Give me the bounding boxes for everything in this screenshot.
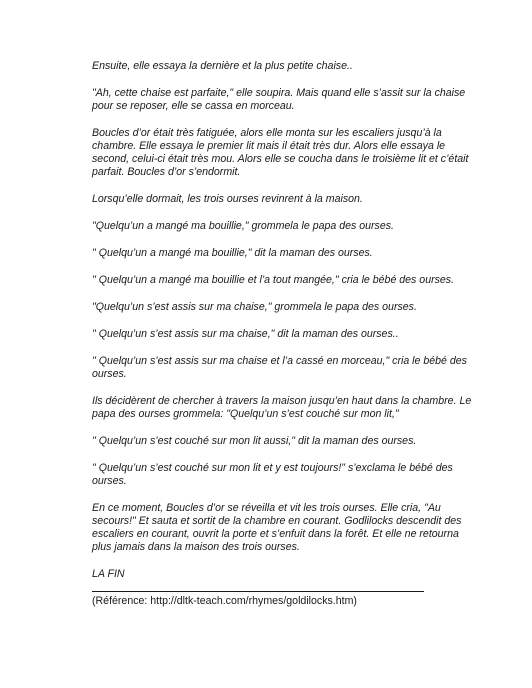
footer-rule	[92, 591, 424, 592]
paragraph-8: "Quelqu’un s’est assis sur ma chaise," grommela le papa des ourses.	[92, 301, 417, 313]
paragraph-7: " Quelqu’un a mangé ma bouillie et l’a tout mangée," cria le bébé des ourses.	[92, 274, 455, 286]
paragraph-10: " Quelqu’un s’est assis sur ma chaise et l’a cassé en morceau," cria le bébé des ourses.	[92, 355, 467, 380]
paragraph-13: " Quelqu’un s’est couché sur mon lit et y est toujours!" s’exclama le bébé des ourses.	[92, 462, 453, 487]
paragraph-4: Lorsqu’elle dormait, les trois ourses revinrent à la maison.	[92, 193, 363, 205]
paragraph-14: En ce moment, Boucles d’or se réveilla et vit les trois ourses. Elle cria, "Au secours!" Et sauta et sortit de la chambre en courant. Godlilocks descendit des escaliers en courant, ouvrit la porte et s’enfuit dans la forêt. Et elle ne retourna plus jamais dans la maison des trois ourses.	[92, 502, 462, 553]
paragraph-6: " Quelqu’un a mangé ma bouillie," dit la maman des ourses.	[92, 247, 373, 259]
reference-line: (Référence: http://dltk-teach.com/rhymes/goldilocks.htm)	[92, 595, 357, 607]
paragraph-12: " Quelqu’un s’est couché sur mon lit aussi," dit la maman des ourses.	[92, 435, 417, 447]
paragraph-11: Ils décidèrent de chercher à travers la maison jusqu’en haut dans la chambre. Le papa des ourses grommela: "Quelqu’un s’est couché sur mon lit,"	[92, 395, 472, 420]
story-text	[92, 60, 474, 622]
paragraph-3: Boucles d’or était très fatiguée, alors elle monta sur les escaliers jusqu’à la chambre. Elle essaya le premier lit mais il était très dur. Alors elle essaya le second, celui-ci était très mou. Alors elle se coucha dans le troisième lit et c’était parfait. Boucles d’or s’endormit.	[92, 127, 469, 178]
paragraph-2: "Ah, cette chaise est parfaite," elle soupira. Mais quand elle s’assit sur la chaise pour se reposer, elle se cassa en morceau.	[92, 87, 466, 112]
paragraph-9: " Quelqu’un s’est assis sur ma chaise," dit la maman des ourses..	[92, 328, 399, 340]
paragraph-5: "Quelqu’un a mangé ma bouillie," grommela le papa des ourses.	[92, 220, 394, 232]
paragraph-1: Ensuite, elle essaya la dernière et la plus petite chaise..	[92, 60, 353, 72]
the-end: LA FIN	[92, 568, 125, 580]
